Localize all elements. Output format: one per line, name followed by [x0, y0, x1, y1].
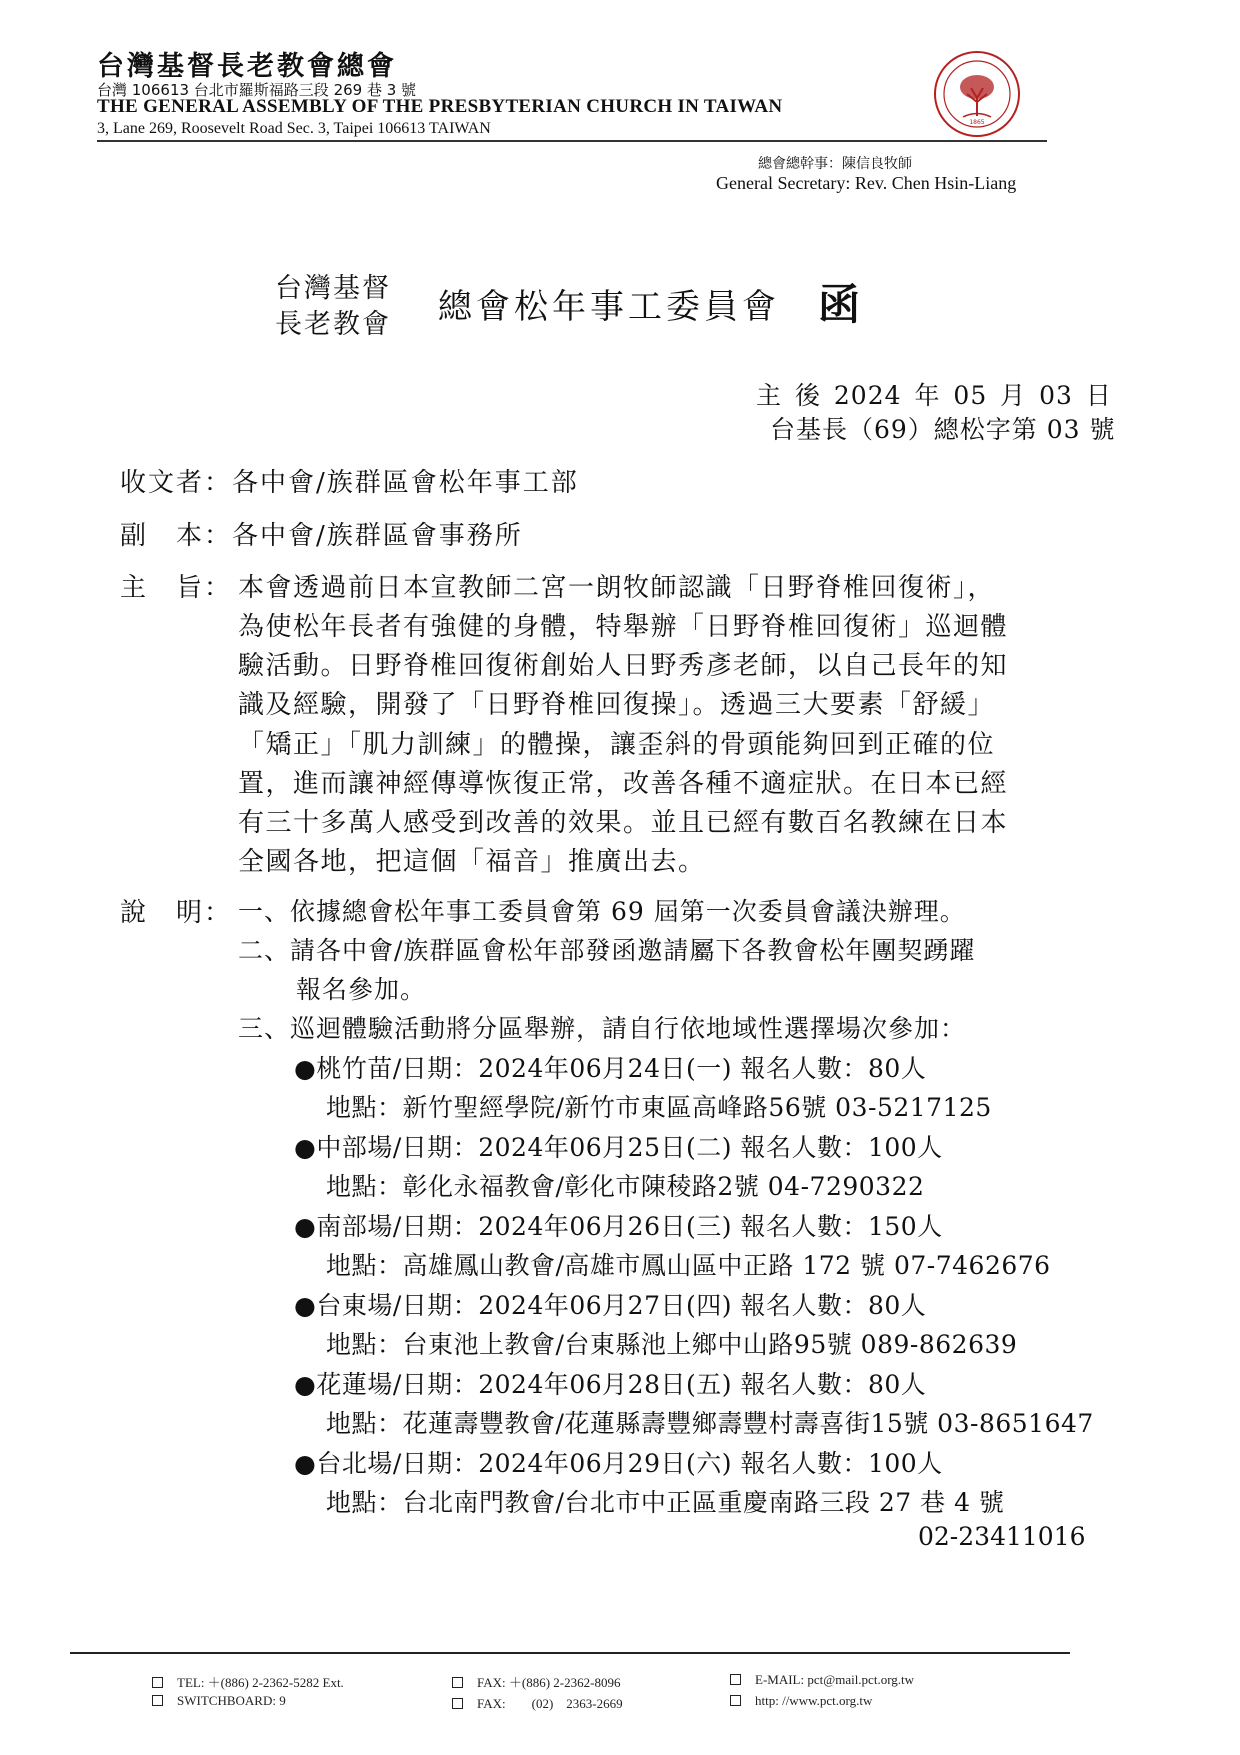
subject-line: 有三十多萬人感受到改善的效果。並且已經有數百名教練在日本 [238, 808, 1009, 838]
org-name-line2: 長老教會 [275, 309, 391, 340]
session-phone: 02-23411016 [918, 1522, 1086, 1551]
subject-line: 驗活動。日野脊椎回復術創始人日野秀彥老師，以自己長年的知 [238, 651, 1009, 681]
session-line: ●台東場/日期：2024年06月27日(四) 報名人數：80人 [294, 1291, 927, 1320]
explanation-item-3: 三、巡迴體驗活動將分區舉辦，請自行依地域性選擇場次參加： [238, 1014, 967, 1043]
session-line: ●花蓮場/日期：2024年06月28日(五) 報名人數：80人 [294, 1370, 927, 1399]
session-location: 地點：彰化永福教會/彰化市陳稜路2號 04-7290322 [326, 1172, 925, 1201]
session-line: ●台北場/日期：2024年06月29日(六) 報名人數：100人 [294, 1449, 943, 1478]
checkbox-icon [152, 1677, 163, 1688]
session-line: ●桃竹苗/日期：2024年06月24日(一) 報名人數：80人 [294, 1054, 927, 1083]
footer-fax-1: FAX: ＋(886) 2-2362-8096 [452, 1672, 620, 1691]
letterhead-address-cn: 台灣 106613 台北市羅斯福路三段 269 巷 3 號 [97, 81, 417, 99]
checkbox-icon [730, 1674, 741, 1685]
subject-line: 本會透過前日本宣教師二宮一朗牧師認識「日野脊椎回復術」， [238, 573, 996, 603]
subject-line: 全國各地，把這個「福音」推廣出去。 [238, 847, 706, 877]
session-location: 地點：新竹聖經學院/新竹市東區高峰路56號 03-5217125 [326, 1093, 992, 1122]
checkbox-icon [452, 1698, 463, 1709]
church-seal-logo [933, 50, 1021, 138]
footer-switchboard: SWITCHBOARD: 9 [152, 1693, 286, 1709]
explanation-label: 說 明： [120, 898, 233, 928]
letterhead-name-cn: 台灣基督長老教會總會 [97, 51, 397, 82]
letterhead-address-en: 3, Lane 269, Roosevelt Road Sec. 3, Taipei 106613 TAIWAN [97, 120, 491, 137]
session-location: 地點：花蓮壽豐教會/花蓮縣壽豐鄉壽豐村壽喜街15號 03-8651647 [326, 1409, 1094, 1438]
session-line: ●南部場/日期：2024年06月26日(三) 報名人數：150人 [294, 1212, 943, 1241]
explanation-item-2-cont: 報名參加。 [296, 975, 427, 1004]
svg-text:1865: 1865 [969, 119, 985, 126]
checkbox-icon [152, 1695, 163, 1706]
committee-title: 總會松年事工委員會 [438, 287, 780, 327]
subject-line: 「矯正」「肌力訓練」的體操，讓歪斜的骨頭能夠回到正確的位 [238, 730, 996, 760]
session-location: 地點：台北南門教會/台北市中正區重慶南路三段 27 巷 4 號 [326, 1488, 1005, 1517]
general-secretary-en: General Secretary: Rev. Chen Hsin-Liang [716, 173, 1017, 193]
session-location: 地點：台東池上教會/台東縣池上鄉中山路95號 089-862639 [326, 1330, 1018, 1359]
footer-tel: TEL: ＋(886) 2-2362-5282 Ext. [152, 1672, 344, 1691]
footer-fax-2: FAX: (02) 2363-2669 [452, 1693, 623, 1712]
session-location: 地點：高雄鳳山教會/高雄市鳳山區中正路 172 號 07-7462676 [326, 1251, 1051, 1280]
explanation-item-1: 一、依據總會松年事工委員會第 69 屆第一次委員會議決辦理。 [238, 897, 966, 926]
footer-divider [70, 1652, 1070, 1654]
subject-line: 置，進而讓神經傳導恢復正常，改善各種不適症狀。在日本已經 [238, 769, 1009, 799]
issue-date: 主 後 2024 年 05 月 03 日 [756, 381, 1112, 410]
checkbox-icon [452, 1677, 463, 1688]
org-name-line1: 台灣基督 [275, 273, 391, 304]
session-line: ●中部場/日期：2024年06月25日(二) 報名人數：100人 [294, 1133, 943, 1162]
checkbox-icon [730, 1695, 741, 1706]
footer-email[interactable]: E-MAIL: pct@mail.pct.org.tw [730, 1672, 914, 1688]
general-secretary-cn: 總會總幹事：陳信良牧師 [758, 156, 912, 172]
letterhead-divider [97, 140, 1047, 142]
subject-line: 識及經驗，開發了「日野脊椎回復操」。透過三大要素「舒緩」 [238, 690, 996, 720]
explanation-item-2: 二、請各中會/族群區會松年部發函邀請屬下各教會松年團契踴躍 [238, 936, 976, 965]
footer-website[interactable]: http: //www.pct.org.tw [730, 1693, 872, 1709]
cc-line: 副 本：各中會/族群區會事務所 [120, 521, 523, 551]
letterhead-name-en: THE GENERAL ASSEMBLY OF THE PRESBYTERIAN CHURCH IN TAIWAN [97, 96, 783, 117]
subject-line: 為使松年長者有強健的身體，特舉辦「日野脊椎回復術」巡迴體 [238, 612, 1009, 642]
document-number: 台基長（69）總松字第 03 號 [770, 415, 1116, 444]
subject-label: 主 旨： [120, 573, 233, 603]
recipient-line: 收文者：各中會/族群區會松年事工部 [120, 468, 579, 498]
doc-type-title: 函 [818, 280, 861, 329]
